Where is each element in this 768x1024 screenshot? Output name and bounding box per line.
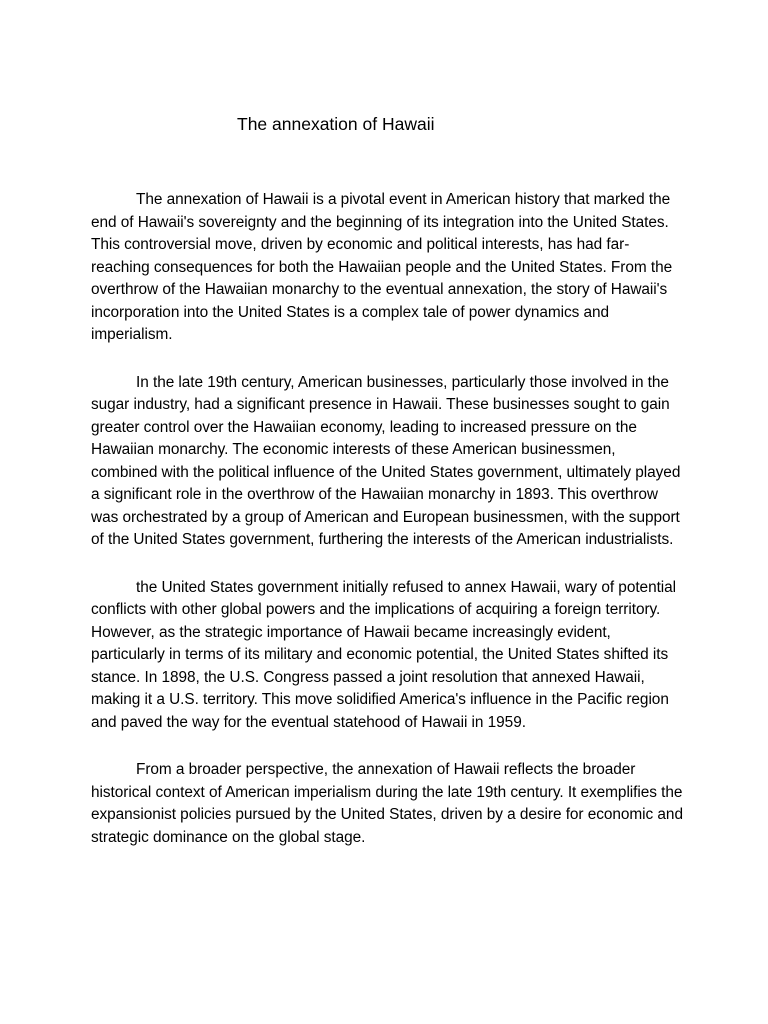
document-body — [91, 189, 683, 874]
paragraph-3: the United States government initially refused to annex Hawaii, wary of potential conflicts with other global powers and the implications of acquiring a foreign territory. However, as the strategic importance of Hawaii became increasingly evident, particularly in terms of its military and economic potential, the United States shifted its stance. In 1898, the U.S. Congress passed a joint resolution that annexed Hawaii, making it a U.S. territory. This move solidified America's influence in the Pacific region and paved the way for the eventual statehood of Hawaii in 1959. — [91, 578, 677, 731]
document-title: The annexation of Hawaii — [237, 114, 435, 134]
paragraph-1: The annexation of Hawaii is a pivotal event in American history that marked the end of Hawaii's sovereignty and the beginning of its integration into the United States. This controversial move, driven by economic and political interests, has had far-reaching consequences for both the Hawaiian people and the United States. From the overthrow of the Hawaiian monarchy to the eventual annexation, the story of Hawaii's incorporation into the United States is a complex tale of power dynamics and imperialism. — [91, 191, 673, 343]
paragraph-4: From a broader perspective, the annexation of Hawaii reflects the broader historical context of American imperialism during the late 19th century. It exemplifies the expansionist policies pursued by the United States, driven by a desire for economic and strategic dominance on the global stage. — [91, 761, 683, 846]
paragraph-2: In the late 19th century, American businesses, particularly those involved in the sugar industry, had a significant presence in Hawaii. These businesses sought to gain greater control over the Hawaiian economy, leading to increased pressure on the Hawaiian monarchy. The economic interests of these American businessmen, combined with the political influence of the United States government, ultimately played a significant role in the overthrow of the Hawaiian monarchy in 1893. This overthrow was orchestrated by a group of American and European businessmen, with the support of the United States government, furthering the interests of the American industrialists. — [91, 373, 681, 548]
